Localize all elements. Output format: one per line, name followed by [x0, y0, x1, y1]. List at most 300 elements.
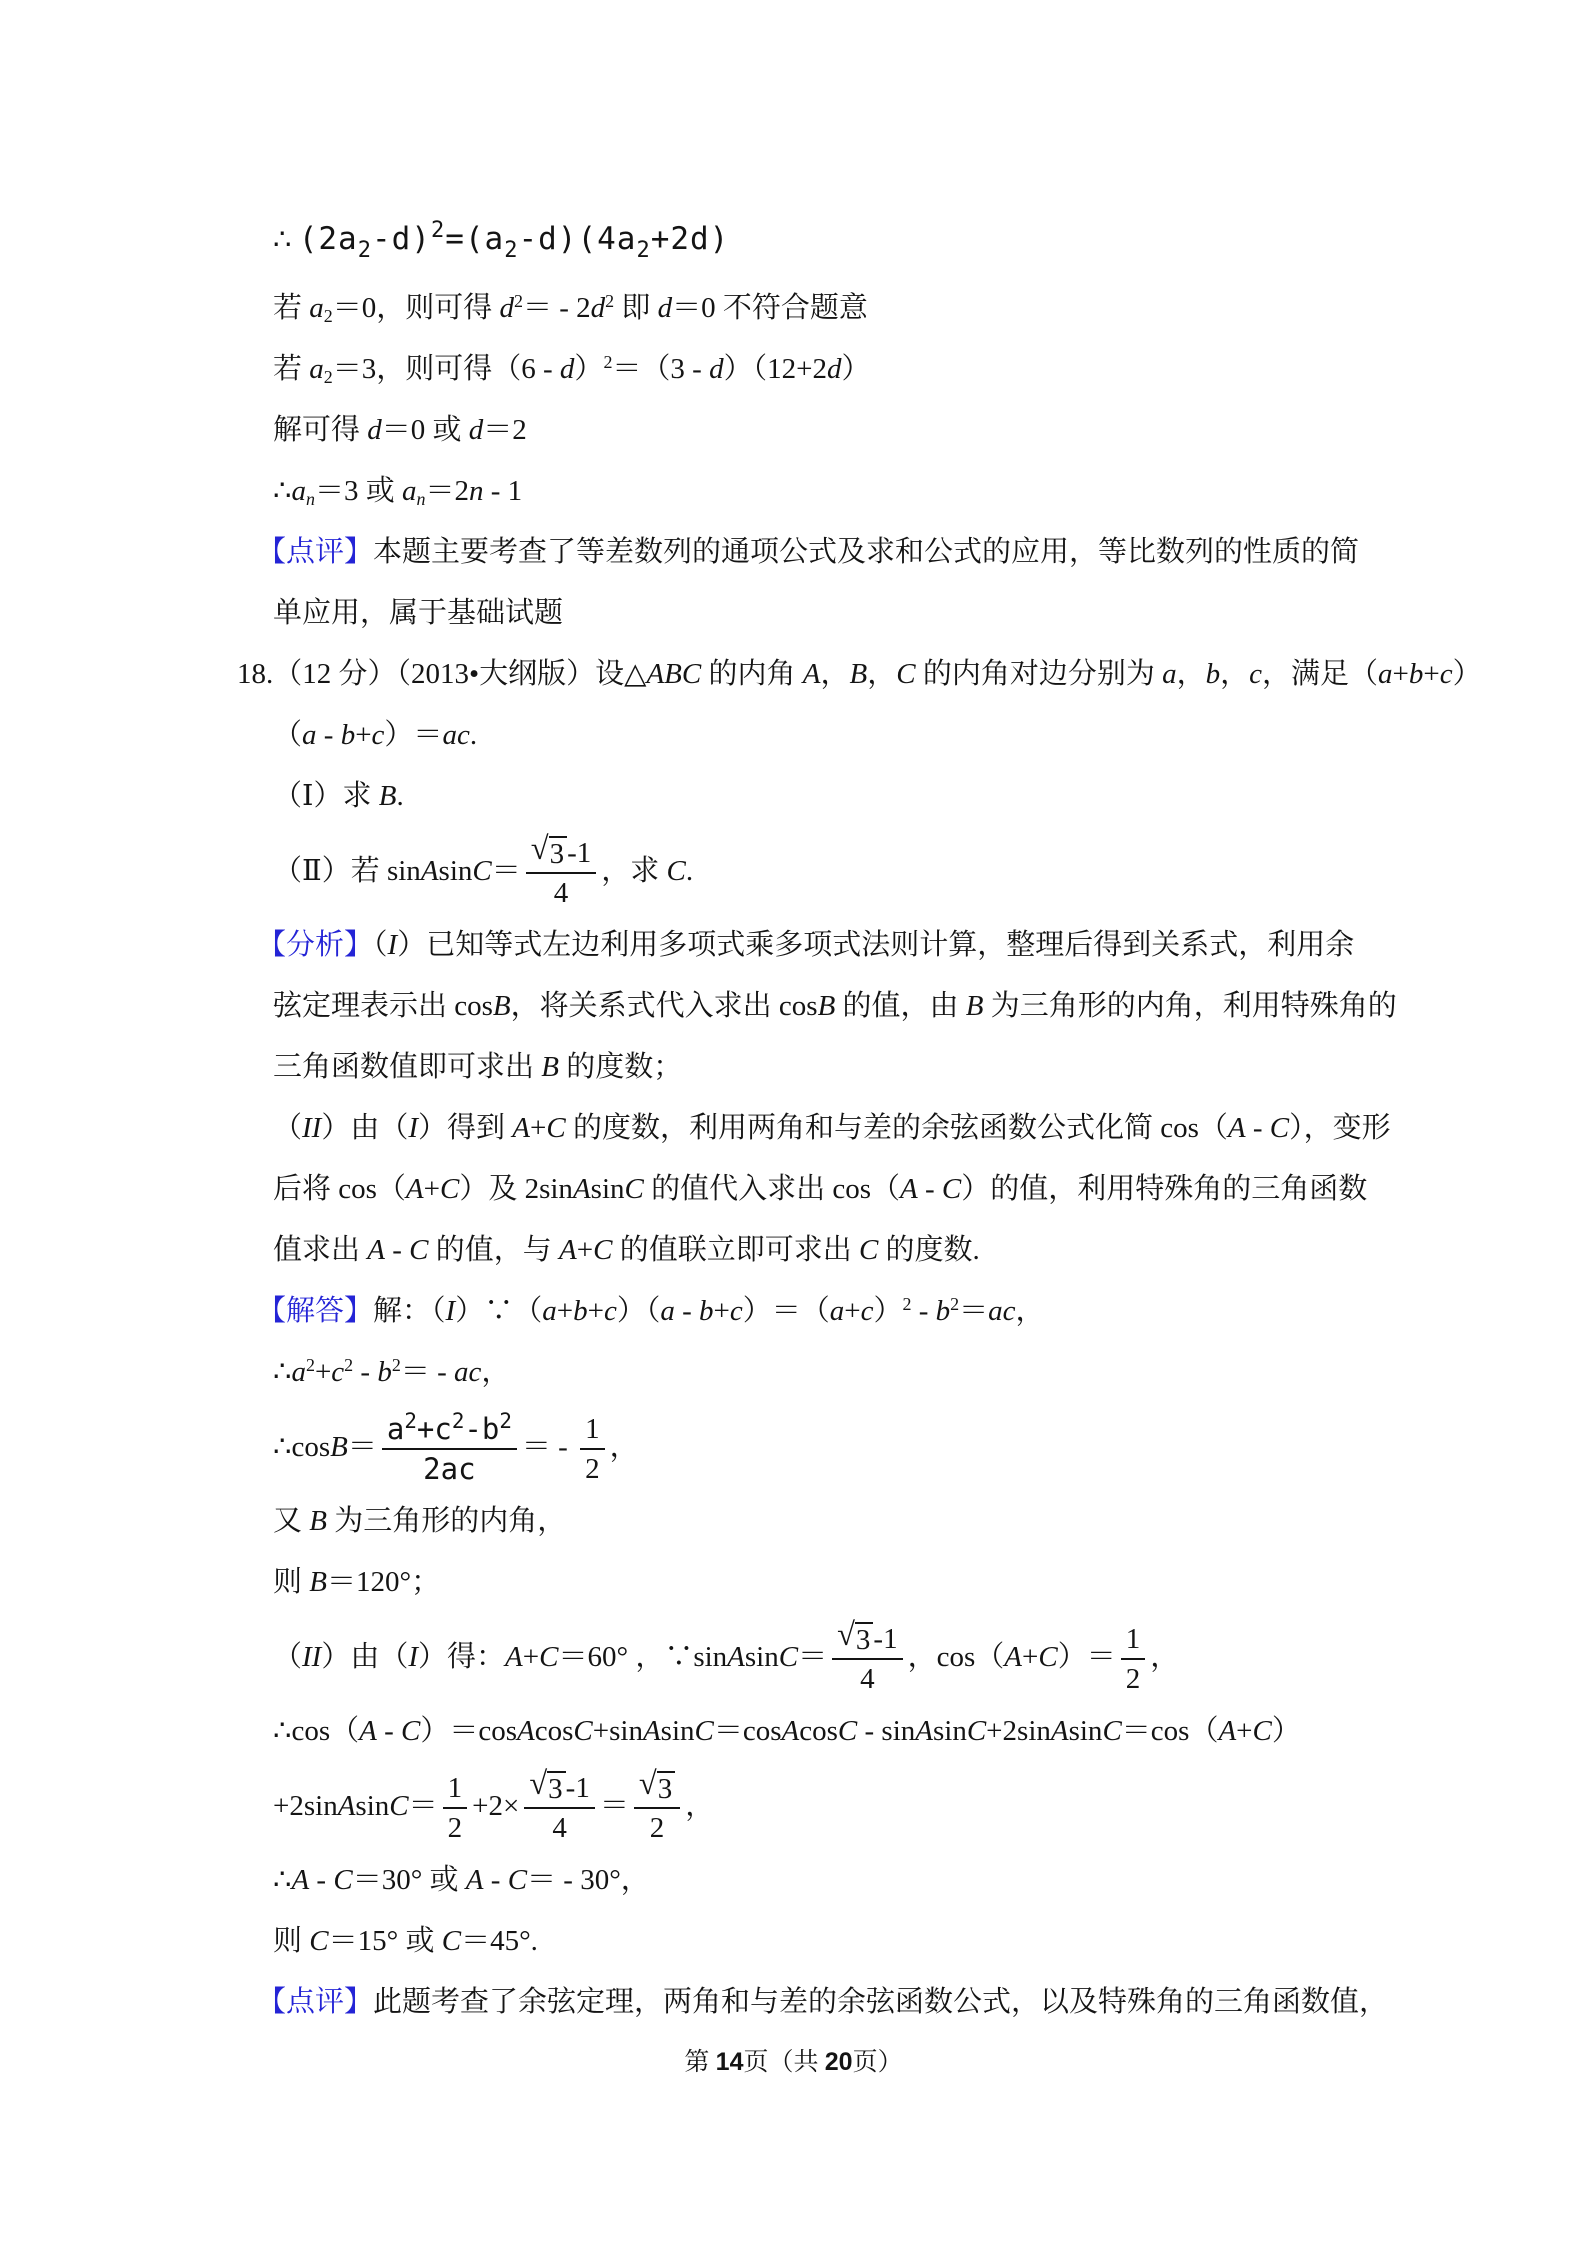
text-run: ＝30° 或: [352, 1864, 466, 1896]
text-line: [273, 1911, 1399, 1972]
text-run: ）∵（: [455, 1295, 543, 1327]
math-variable: A: [559, 1234, 577, 1266]
text-run: 4: [553, 877, 569, 910]
text-run: 本题主要考查了等差数列的通项公式及求和公式的应用，等比数列的性质的简: [373, 536, 1360, 568]
math-variable: ac: [442, 719, 470, 751]
text-run: 解：（: [373, 1295, 446, 1327]
math-variable: a: [1378, 658, 1393, 690]
text-run: 若: [273, 353, 310, 385]
math-variable: I: [408, 1641, 419, 1673]
text-run: -: [316, 719, 341, 751]
text-run: ，cos（: [907, 1641, 1005, 1673]
math-variable: C: [1252, 1715, 1272, 1747]
text-run: ＝: [408, 1790, 438, 1822]
text-run: +: [713, 1295, 730, 1327]
text-run: ＝0，则可得: [332, 292, 500, 324]
text-line: [273, 1762, 1399, 1850]
math-variable: A: [359, 1715, 377, 1747]
text-run: ）: [1271, 1715, 1301, 1747]
text-run: +: [1423, 658, 1440, 690]
math-variable: C: [896, 658, 916, 690]
mono-run: -d)(4a: [518, 221, 637, 257]
math-variable: C: [837, 1715, 858, 1747]
text-run: ＝（3 -: [612, 353, 710, 385]
text-run: +: [844, 1295, 861, 1327]
math-variable: C: [666, 855, 686, 887]
math-variable: A: [512, 1112, 531, 1144]
math-variable: a: [291, 1356, 306, 1388]
text-run: +2sin: [986, 1715, 1051, 1747]
text-run: -: [384, 1234, 410, 1266]
mono-superscript: 2: [404, 1408, 417, 1433]
math-variable: A: [915, 1715, 933, 1747]
fraction: [382, 1408, 517, 1488]
text-run: ，满足（: [1262, 658, 1379, 690]
radical-icon: √ 3: [639, 1771, 675, 1804]
text-run: +: [1392, 658, 1409, 690]
math-variable: C: [507, 1864, 528, 1896]
text-run: （: [273, 1641, 303, 1673]
math-variable: d: [826, 353, 842, 385]
section-label: 【解答】: [257, 1295, 374, 1327]
text-run: cos: [534, 1715, 574, 1747]
document-body: [237, 200, 1482, 2033]
text-run: 页）: [852, 2049, 903, 2076]
text-run: 又: [273, 1505, 310, 1537]
math-variable: A: [1218, 1715, 1237, 1747]
math-variable: b: [340, 719, 356, 751]
text-line: [273, 1613, 1399, 1701]
text-run: ＝: [599, 1790, 629, 1822]
text-run: ＝: [798, 1641, 828, 1673]
text-run: -: [911, 1295, 936, 1327]
text-run: +: [522, 1641, 540, 1673]
superscript: 2: [391, 1355, 401, 1376]
math-variable: B: [541, 1051, 559, 1083]
text-run: （: [273, 719, 303, 751]
text-line: [273, 766, 1399, 827]
text-run: ＝2: [483, 414, 527, 446]
text-run: ）＝: [1057, 1641, 1116, 1673]
text-run: sin: [932, 1715, 967, 1747]
text-line: [273, 1701, 1399, 1762]
text-run: +2sin: [273, 1790, 338, 1822]
math-variable: C: [472, 855, 492, 887]
math-variable: I: [387, 929, 398, 961]
text-run: sin: [660, 1715, 695, 1747]
section-label: 【分析】: [257, 929, 374, 961]
text-line: [273, 1552, 1399, 1613]
text-run: ）得到: [418, 1112, 513, 1144]
math-variable: ac: [453, 1356, 482, 1388]
text-run: ＝: [347, 1431, 377, 1463]
mono-superscript: 2: [499, 1408, 512, 1433]
text-run: ＝60° ，∵sin: [558, 1641, 728, 1673]
text-run: ）由（: [321, 1112, 409, 1144]
text-run: ∴: [273, 1864, 292, 1896]
math-variable: B: [965, 990, 984, 1022]
math-variable: a: [309, 353, 324, 385]
superscript: 2: [605, 291, 615, 312]
text-run: ，: [609, 1431, 639, 1463]
text-run: 则: [273, 1566, 310, 1598]
math-variable: C: [409, 1234, 429, 1266]
mono-run: +2d): [650, 221, 730, 257]
text-run: 此题考查了余弦定理，两角和与差的余弦函数公式，以及特殊角的三角函数值，: [373, 1986, 1389, 2018]
superscript: 2: [902, 1294, 912, 1315]
text-run: +: [423, 1173, 440, 1205]
math-variable: b: [1205, 658, 1221, 690]
text-run: ，: [820, 658, 850, 690]
math-variable: A: [572, 1173, 591, 1205]
text-run: - 1: [483, 475, 523, 507]
text-run: 的值，由: [835, 990, 966, 1022]
math-variable: b: [1408, 658, 1424, 690]
text-run: ∴cos（: [273, 1715, 360, 1747]
radical-icon: √ 3: [529, 1771, 565, 1804]
text-run: sin: [744, 1641, 779, 1673]
bold-number: 14: [715, 2048, 744, 2076]
math-variable: a: [660, 1295, 675, 1327]
text-run: ，: [481, 1356, 511, 1388]
text-run: +: [314, 1356, 332, 1388]
text-run: ）得：: [418, 1641, 506, 1673]
text-line: [273, 1220, 1399, 1281]
math-variable: B: [309, 1505, 327, 1537]
text-run: 1: [447, 1772, 463, 1805]
text-run: -: [917, 1173, 942, 1205]
text-run: +2×: [472, 1790, 520, 1822]
text-run: ＝0 或: [381, 414, 469, 446]
text-run: -1: [565, 1772, 590, 1805]
math-variable: A: [781, 1715, 800, 1747]
text-line: [273, 1342, 1399, 1403]
mono-run: a: [386, 1412, 405, 1447]
text-line: [273, 1098, 1399, 1159]
math-variable: d: [367, 414, 382, 446]
mono-run: -b: [464, 1412, 500, 1447]
mono-run: (2a: [298, 221, 358, 257]
text-run: ）的值，利用特殊角的三角函数: [961, 1173, 1368, 1205]
math-variable: a: [542, 1295, 557, 1327]
subscript: 2: [323, 367, 333, 388]
math-variable: d: [559, 353, 575, 385]
superscript: 2: [344, 1355, 354, 1376]
text-line: [273, 1159, 1399, 1220]
text-run: ）及 2sin: [459, 1173, 573, 1205]
math-variable: C: [309, 1925, 329, 1957]
text-run: ＝: [959, 1295, 989, 1327]
math-variable: b: [377, 1356, 392, 1388]
text-run: 弦定理表示出 cos: [273, 990, 493, 1022]
text-run: 2: [585, 1453, 600, 1486]
fraction: [526, 831, 597, 912]
text-run: ）＝（: [742, 1295, 830, 1327]
text-run: .: [396, 780, 404, 812]
math-variable: a: [829, 1295, 845, 1327]
text-run: -: [483, 1864, 508, 1896]
math-variable: C: [1269, 1112, 1290, 1144]
text-run: 1: [585, 1413, 600, 1446]
fraction: [443, 1770, 468, 1847]
text-line: [273, 278, 1399, 339]
fraction: [524, 1766, 595, 1847]
text-run: ，: [867, 658, 897, 690]
text-run: 的值联立即可求出: [612, 1234, 859, 1266]
text-run: +: [576, 1234, 594, 1266]
text-run: ＝3，则可得（6 -: [332, 353, 560, 385]
text-line: [257, 1281, 1399, 1342]
text-run: 2: [447, 1812, 463, 1845]
math-variable: C: [1102, 1715, 1122, 1747]
math-variable: C: [1038, 1641, 1058, 1673]
math-variable: b: [935, 1295, 951, 1327]
math-variable: B: [378, 780, 397, 812]
text-run: +: [1021, 1641, 1039, 1673]
text-run: sin: [438, 855, 473, 887]
superscript: 2: [305, 1355, 315, 1376]
text-run: ，: [685, 1790, 715, 1822]
math-variable: a: [309, 292, 324, 324]
text-run: ）＝cos: [420, 1715, 518, 1747]
subscript: 2: [323, 306, 333, 327]
text-run: ＝ - 30°，: [527, 1864, 650, 1896]
text-run: ）: [574, 353, 604, 385]
text-run: +: [355, 719, 372, 751]
text-run: ）: [873, 1295, 903, 1327]
math-variable: n: [468, 475, 484, 507]
text-run: ＝: [491, 855, 521, 887]
text-run: ＝120°；: [326, 1566, 441, 1598]
text-run: ＝2: [425, 475, 469, 507]
math-variable: I: [445, 1295, 456, 1327]
text-run: 解可得: [273, 414, 368, 446]
math-variable: B: [492, 990, 511, 1022]
subscript: n: [416, 489, 426, 510]
math-variable: c: [729, 1295, 743, 1327]
text-run: +: [556, 1295, 574, 1327]
section-label: 【点评】: [257, 1986, 374, 2018]
math-variable: A: [802, 658, 821, 690]
math-variable: A: [337, 1790, 356, 1822]
math-variable: C: [333, 1864, 353, 1896]
math-variable: C: [401, 1715, 421, 1747]
math-variable: c: [1439, 658, 1453, 690]
text-run: ＝15° 或: [328, 1925, 442, 1957]
text-run: （: [273, 1112, 303, 1144]
math-variable: A: [1004, 1641, 1022, 1673]
text-run: 值求出: [273, 1234, 368, 1266]
text-line: [273, 583, 1399, 644]
text-run: 2: [1125, 1663, 1141, 1696]
text-run: ＝ -: [400, 1356, 454, 1388]
text-run: 即: [614, 292, 658, 324]
text-run: -: [1245, 1112, 1270, 1144]
text-run: ＝cos: [713, 1715, 782, 1747]
text-run: ）（: [616, 1295, 661, 1327]
text-run: ，: [1015, 1295, 1045, 1327]
text-run: 若: [273, 292, 310, 324]
text-run: 的内角: [701, 658, 803, 690]
text-run: 三角函数值即可求出: [273, 1051, 542, 1083]
math-variable: A: [420, 855, 439, 887]
text-line: [273, 705, 1399, 766]
math-variable: I: [408, 1112, 419, 1144]
fraction: [832, 1617, 903, 1698]
text-run: 的值代入求出 cos（: [643, 1173, 901, 1205]
math-variable: C: [441, 1925, 462, 1957]
text-run: -: [674, 1295, 699, 1327]
text-run: ＝45°.: [461, 1925, 538, 1957]
math-variable: II: [302, 1112, 322, 1144]
math-variable: a: [401, 475, 417, 507]
text-run: - sin: [857, 1715, 916, 1747]
math-variable: C: [966, 1715, 987, 1747]
math-variable: d: [499, 292, 515, 324]
math-variable: B: [309, 1566, 327, 1598]
text-run: ∴: [273, 1356, 292, 1388]
math-variable: c: [331, 1356, 345, 1388]
text-run: +sin: [592, 1715, 643, 1747]
text-run: ，求: [601, 855, 667, 887]
text-run: 的内角对边分别为: [915, 658, 1163, 690]
mono-subscript: 2: [357, 238, 372, 264]
mono-run: +c: [416, 1412, 452, 1447]
text-line: [237, 644, 1482, 705]
text-run: （Ⅱ）若 sin: [273, 855, 421, 887]
math-variable: c: [860, 1295, 874, 1327]
math-variable: c: [1249, 658, 1262, 690]
text-line: [273, 461, 1399, 522]
math-variable: c: [371, 719, 385, 751]
text-line: [257, 915, 1399, 976]
text-run: -1: [873, 1623, 898, 1656]
text-run: -: [353, 1356, 378, 1388]
math-variable: A: [1050, 1715, 1069, 1747]
math-variable: C: [389, 1790, 409, 1822]
text-run: 的度数.: [878, 1234, 980, 1266]
mono-run: -d): [371, 221, 431, 257]
math-variable: A: [1227, 1112, 1246, 1144]
mono-run: (a: [464, 221, 505, 257]
fraction: [1121, 1621, 1146, 1698]
radical-icon: √ 3: [837, 1622, 873, 1655]
math-variable: C: [573, 1715, 593, 1747]
superscript: 2: [950, 1294, 960, 1315]
text-run: .: [685, 855, 694, 887]
math-variable: d: [657, 292, 673, 324]
text-run: 1: [1125, 1623, 1141, 1656]
math-variable: b: [699, 1295, 714, 1327]
text-run: ，: [1150, 1641, 1180, 1673]
text-line: [273, 1491, 1399, 1552]
math-variable: C: [546, 1112, 566, 1144]
math-variable: C: [858, 1234, 879, 1266]
math-variable: B: [330, 1431, 348, 1463]
text-run: +: [587, 1295, 604, 1327]
text-line: [257, 1972, 1399, 2033]
text-run: ＝3 或: [314, 475, 402, 507]
text-run: ）已知等式左边利用多项式乘多项式法则计算，整理后得到关系式，利用余: [397, 929, 1355, 961]
text-run: cos: [799, 1715, 838, 1747]
text-line: [273, 200, 1399, 278]
math-variable: II: [302, 1641, 322, 1673]
math-variable: C: [778, 1641, 799, 1673]
text-run: （: [373, 929, 388, 961]
text-run: -1: [567, 837, 592, 870]
mono-run: 2ac: [423, 1452, 476, 1487]
mono-run: =: [445, 221, 465, 257]
math-variable: C: [593, 1234, 613, 1266]
text-run: ，将关系式代入求出 cos: [510, 990, 818, 1022]
text-line: [273, 1850, 1399, 1911]
text-run: ＝ -: [521, 1431, 576, 1463]
text-run: sin: [355, 1790, 390, 1822]
math-variable: c: [603, 1295, 617, 1327]
text-line: [273, 400, 1399, 461]
text-run: ＝cos（: [1121, 1715, 1219, 1747]
text-line: [273, 1037, 1399, 1098]
text-run: ）（12+2: [723, 353, 827, 385]
text-run: ＝0 不符合题意: [672, 292, 868, 324]
subscript: n: [305, 489, 315, 510]
math-variable: d: [468, 414, 484, 446]
math-variable: d: [590, 292, 606, 324]
mono-subscript: 2: [504, 238, 519, 264]
text-run: 单应用，属于基础试题: [273, 597, 564, 629]
mono-superscript: 2: [430, 217, 446, 243]
math-variable: B: [849, 658, 868, 690]
text-run: sin: [1068, 1715, 1103, 1747]
math-variable: d: [709, 353, 724, 385]
text-run: 18.（12 分）（2013•大纲版）设△: [237, 658, 647, 690]
text-line: [273, 1403, 1399, 1491]
text-run: ∴: [273, 475, 292, 507]
text-run: ∴: [273, 224, 299, 256]
text-run: 4: [552, 1812, 567, 1845]
math-variable: A: [405, 1173, 424, 1205]
text-run: +: [1236, 1715, 1253, 1747]
text-run: -: [376, 1715, 401, 1747]
text-run: +: [530, 1112, 547, 1144]
text-run: -: [309, 1864, 334, 1896]
math-variable: A: [727, 1641, 745, 1673]
text-run: 后将 cos（: [273, 1173, 406, 1205]
math-variable: A: [465, 1864, 484, 1896]
text-line: [273, 827, 1399, 915]
text-run: ）: [1452, 658, 1482, 690]
text-run: 为三角形的内角，: [326, 1505, 567, 1537]
math-variable: a: [302, 719, 317, 751]
text-run: ）＝: [384, 719, 443, 751]
text-run: ，: [1176, 658, 1206, 690]
mono-subscript: 2: [636, 238, 651, 264]
radical-icon: √ 3: [531, 836, 567, 869]
fraction: [634, 1766, 680, 1847]
text-line: [273, 339, 1399, 400]
section-label: 【点评】: [257, 536, 374, 568]
math-variable: b: [573, 1295, 588, 1327]
text-run: （Ⅰ）求: [273, 780, 379, 812]
math-variable: C: [694, 1715, 714, 1747]
math-variable: B: [817, 990, 836, 1022]
text-run: 的度数；: [558, 1051, 683, 1083]
math-variable: A: [642, 1715, 661, 1747]
math-variable: a: [1162, 658, 1177, 690]
math-variable: a: [291, 475, 306, 507]
fraction: [580, 1411, 605, 1488]
text-run: 页（共: [743, 2049, 825, 2076]
